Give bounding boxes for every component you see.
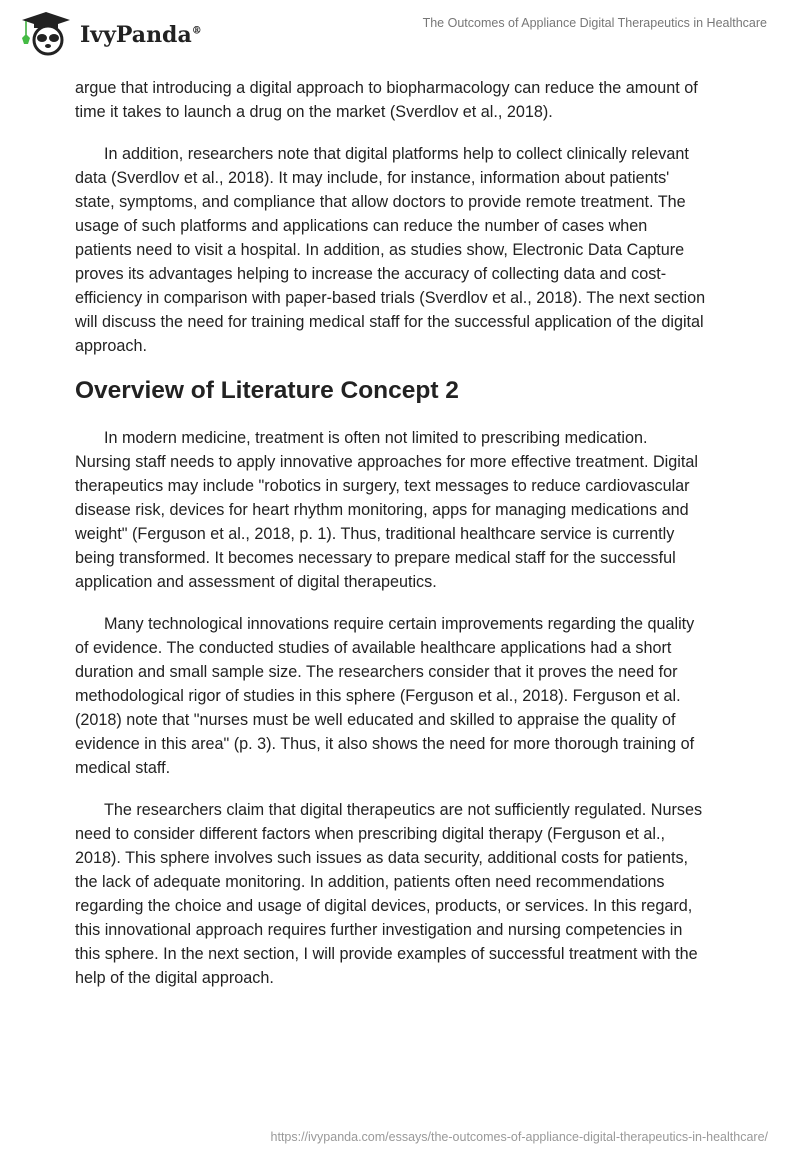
- page-header: [0, 0, 800, 60]
- paragraph: argue that introducing a digital approach to biopharmacology can reduce the amount of time it takes to launch a drug on the market (Sverdlov et al., 2018).: [75, 79, 698, 121]
- essay-body: [75, 76, 755, 1008]
- ivypanda-logo[interactable]: [18, 8, 202, 56]
- paragraph: In modern medicine, treatment is often not limited to prescribing medication. Nursing staff needs to apply innovative approaches for more effective treatment. Digital therapeutics may include "robotics in surgery, text messages to reduce cardiovascular disease risk, devices for heart rhythm monitoring, apps for managing medications and weight" (Ferguson et al., 2018, p. 1). Thus, traditional healthcare service is currently being transformed. It becomes necessary to prepare medical staff for the successful application and assessment of digital therapeutics.: [75, 429, 698, 591]
- section-heading: Overview of Literature Concept 2: [75, 377, 459, 404]
- source-url[interactable]: https://ivypanda.com/essays/the-outcomes-of-appliance-digital-therapeutics-in-healthcare/: [270, 1130, 768, 1144]
- document-title: The Outcomes of Appliance Digital Therapeutics in Healthcare: [422, 16, 767, 30]
- logo-text: IvyPanda®: [80, 22, 202, 48]
- paragraph: The researchers claim that digital therapeutics are not sufficiently regulated. Nurses need to consider different factors when prescribing digital therapy (Ferguson et al., 2018). This sphere involves such issues as data security, additional costs for patients, the lack of adequate monitoring. In addition, patients often need recommendations regarding the choice and usage of digital devices, products, or services. In this regard, this innovational approach requires further investigation and nursing competencies in this sphere. In the next section, I will provide examples of successful treatment with the help of the digital approach.: [75, 801, 703, 987]
- panda-graduate-icon: [18, 8, 74, 56]
- paragraph: Many technological innovations require certain improvements regarding the quality of evidence. The conducted studies of available healthcare applications had a short duration and small sample size. The researchers consider that it proves the need for methodological rigor of studies in this sphere (Ferguson et al., 2018). Ferguson et al. (2018) note that "nurses must be well educated and skilled to appraise the quality of evidence in this area" (p. 3). Thus, it also shows the need for more thorough training of medical staff.: [75, 615, 695, 777]
- paragraph: In addition, researchers note that digital platforms help to collect clinically relevant data (Sverdlov et al., 2018). It may include, for instance, information about patients' state, symptoms, and compliance that allow doctors to provide remote treatment. The usage of such platforms and applications can reduce the number of cases when patients need to visit a hospital. In addition, as studies show, Electronic Data Capture proves its advantages helping to increase the accuracy of collecting data and cost- efficiency in comparison with paper-based trials (Sverdlov et al., 2018). The next section will discuss the need for training medical staff for the successful application of the digital approach.: [75, 145, 706, 355]
